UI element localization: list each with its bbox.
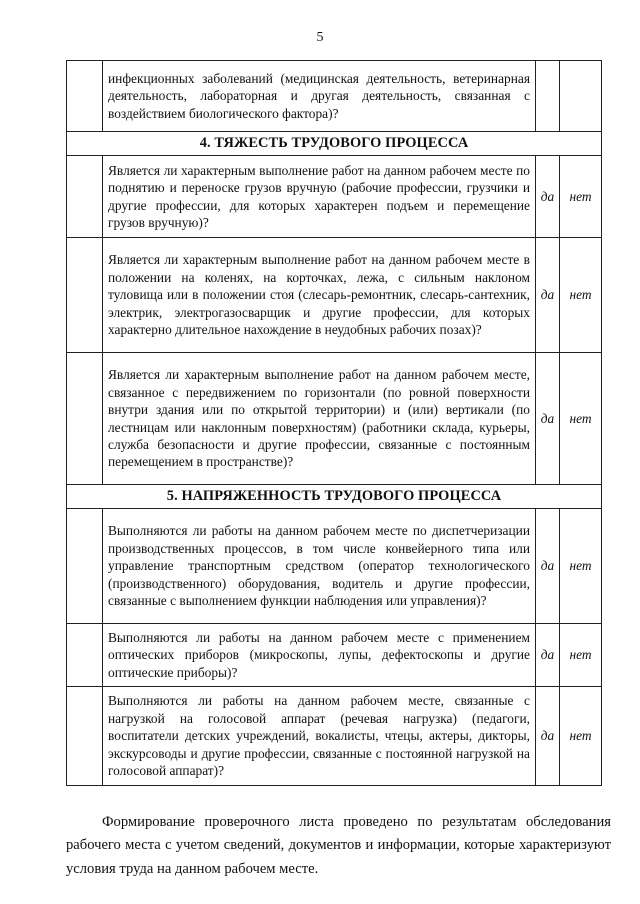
table-row bbox=[67, 509, 602, 624]
question-cell: Является ли характерным выполнение работ на данном рабочем месте в положении на коленях, на корточках, лежа, с сильным наклоном туловища или в положении стоя (слесарь-ремонтник, слесарь-сантехник, электрик, электрогазосварщик и другие профессии, для которых характерно длительное нахождение в неудобных рабочих позах)? bbox=[103, 238, 536, 353]
row-number-cell bbox=[67, 509, 103, 624]
table-row bbox=[67, 687, 602, 786]
answer-no-cell[interactable]: нет bbox=[560, 156, 602, 238]
section-4-title: 4. ТЯЖЕСТЬ ТРУДОВОГО ПРОЦЕССА bbox=[67, 132, 602, 156]
table-row bbox=[67, 156, 602, 238]
answer-no-cell[interactable] bbox=[560, 61, 602, 132]
question-cell: Является ли характерным выполнение работ на данном рабочем месте по поднятию и переноске грузов вручную (рабочие профессии, грузчики и другие профессии, для которых характерен подъем и перемещение грузов вручную)? bbox=[103, 156, 536, 238]
row-number-cell bbox=[67, 687, 103, 786]
answer-yes-cell[interactable]: да bbox=[536, 509, 560, 624]
answer-no-cell[interactable]: нет bbox=[560, 509, 602, 624]
section-5-title: 5. НАПРЯЖЕННОСТЬ ТРУДОВОГО ПРОЦЕССА bbox=[67, 485, 602, 509]
answer-yes-cell[interactable]: да bbox=[536, 156, 560, 238]
table-row bbox=[67, 353, 602, 485]
conclusion-paragraph: Формирование проверочного листа проведено по результатам обследования рабочего места с учетом сведений, документов и информации, которые характеризуют условия труда на данном рабочем месте. bbox=[66, 813, 611, 877]
answer-yes-cell[interactable]: да bbox=[536, 353, 560, 485]
table-row bbox=[67, 624, 602, 687]
question-cell: Выполняются ли работы на данном рабочем месте с применением оптических приборов (микроскопы, лупы, дефектоскопы и другие оптические приборы)? bbox=[103, 624, 536, 687]
row-number-cell bbox=[67, 156, 103, 238]
checklist-table bbox=[66, 60, 602, 786]
answer-no-cell[interactable]: нет bbox=[560, 687, 602, 786]
question-cell: инфекционных заболеваний (медицинская деятельность, ветеринарная деятельность, лабораторная и другая деятельность, связанная с воздействием биологического фактора)? bbox=[103, 61, 536, 132]
row-number-cell bbox=[67, 61, 103, 132]
question-cell: Является ли характерным выполнение работ на данном рабочем месте, связанное с передвижением по горизонтали (по ровной поверхности внутри здания или по открытой территории) и (или) вертикали (по лестницам или наклонным поверхностям) (работники склада, курьеры, служба безопасности и другие профессии, связанные с постоянным перемещением в пространстве)? bbox=[103, 353, 536, 485]
answer-yes-cell[interactable]: да bbox=[536, 238, 560, 353]
answer-yes-cell[interactable]: да bbox=[536, 687, 560, 786]
page-number: 5 bbox=[316, 30, 324, 45]
answer-no-cell[interactable]: нет bbox=[560, 238, 602, 353]
table-row bbox=[67, 61, 602, 132]
row-number-cell bbox=[67, 624, 103, 687]
row-number-cell bbox=[67, 353, 103, 485]
answer-no-cell[interactable]: нет bbox=[560, 353, 602, 485]
section-header-row bbox=[67, 485, 602, 509]
section-header-row bbox=[67, 132, 602, 156]
question-cell: Выполняются ли работы на данном рабочем месте, связанные с нагрузкой на голосовой аппарат (речевая нагрузка) (педагоги, воспитатели детских учреждений, вокалисты, чтецы, актеры, дикторы, экскурсоводы и другие профессии, связанные с постоянной нагрузкой на голосовой аппарат)? bbox=[103, 687, 536, 786]
row-number-cell bbox=[67, 238, 103, 353]
answer-yes-cell[interactable] bbox=[536, 61, 560, 132]
answer-yes-cell[interactable]: да bbox=[536, 624, 560, 687]
table-row bbox=[67, 238, 602, 353]
question-cell: Выполняются ли работы на данном рабочем месте по диспетчеризации производственных процессов, в том числе конвейерного типа или управление транспортным средством (оператор технологического (производственного) оборудования, водитель и другие профессии, связанные с выполнением функции наблюдения или управления)? bbox=[103, 509, 536, 624]
answer-no-cell[interactable]: нет bbox=[560, 624, 602, 687]
